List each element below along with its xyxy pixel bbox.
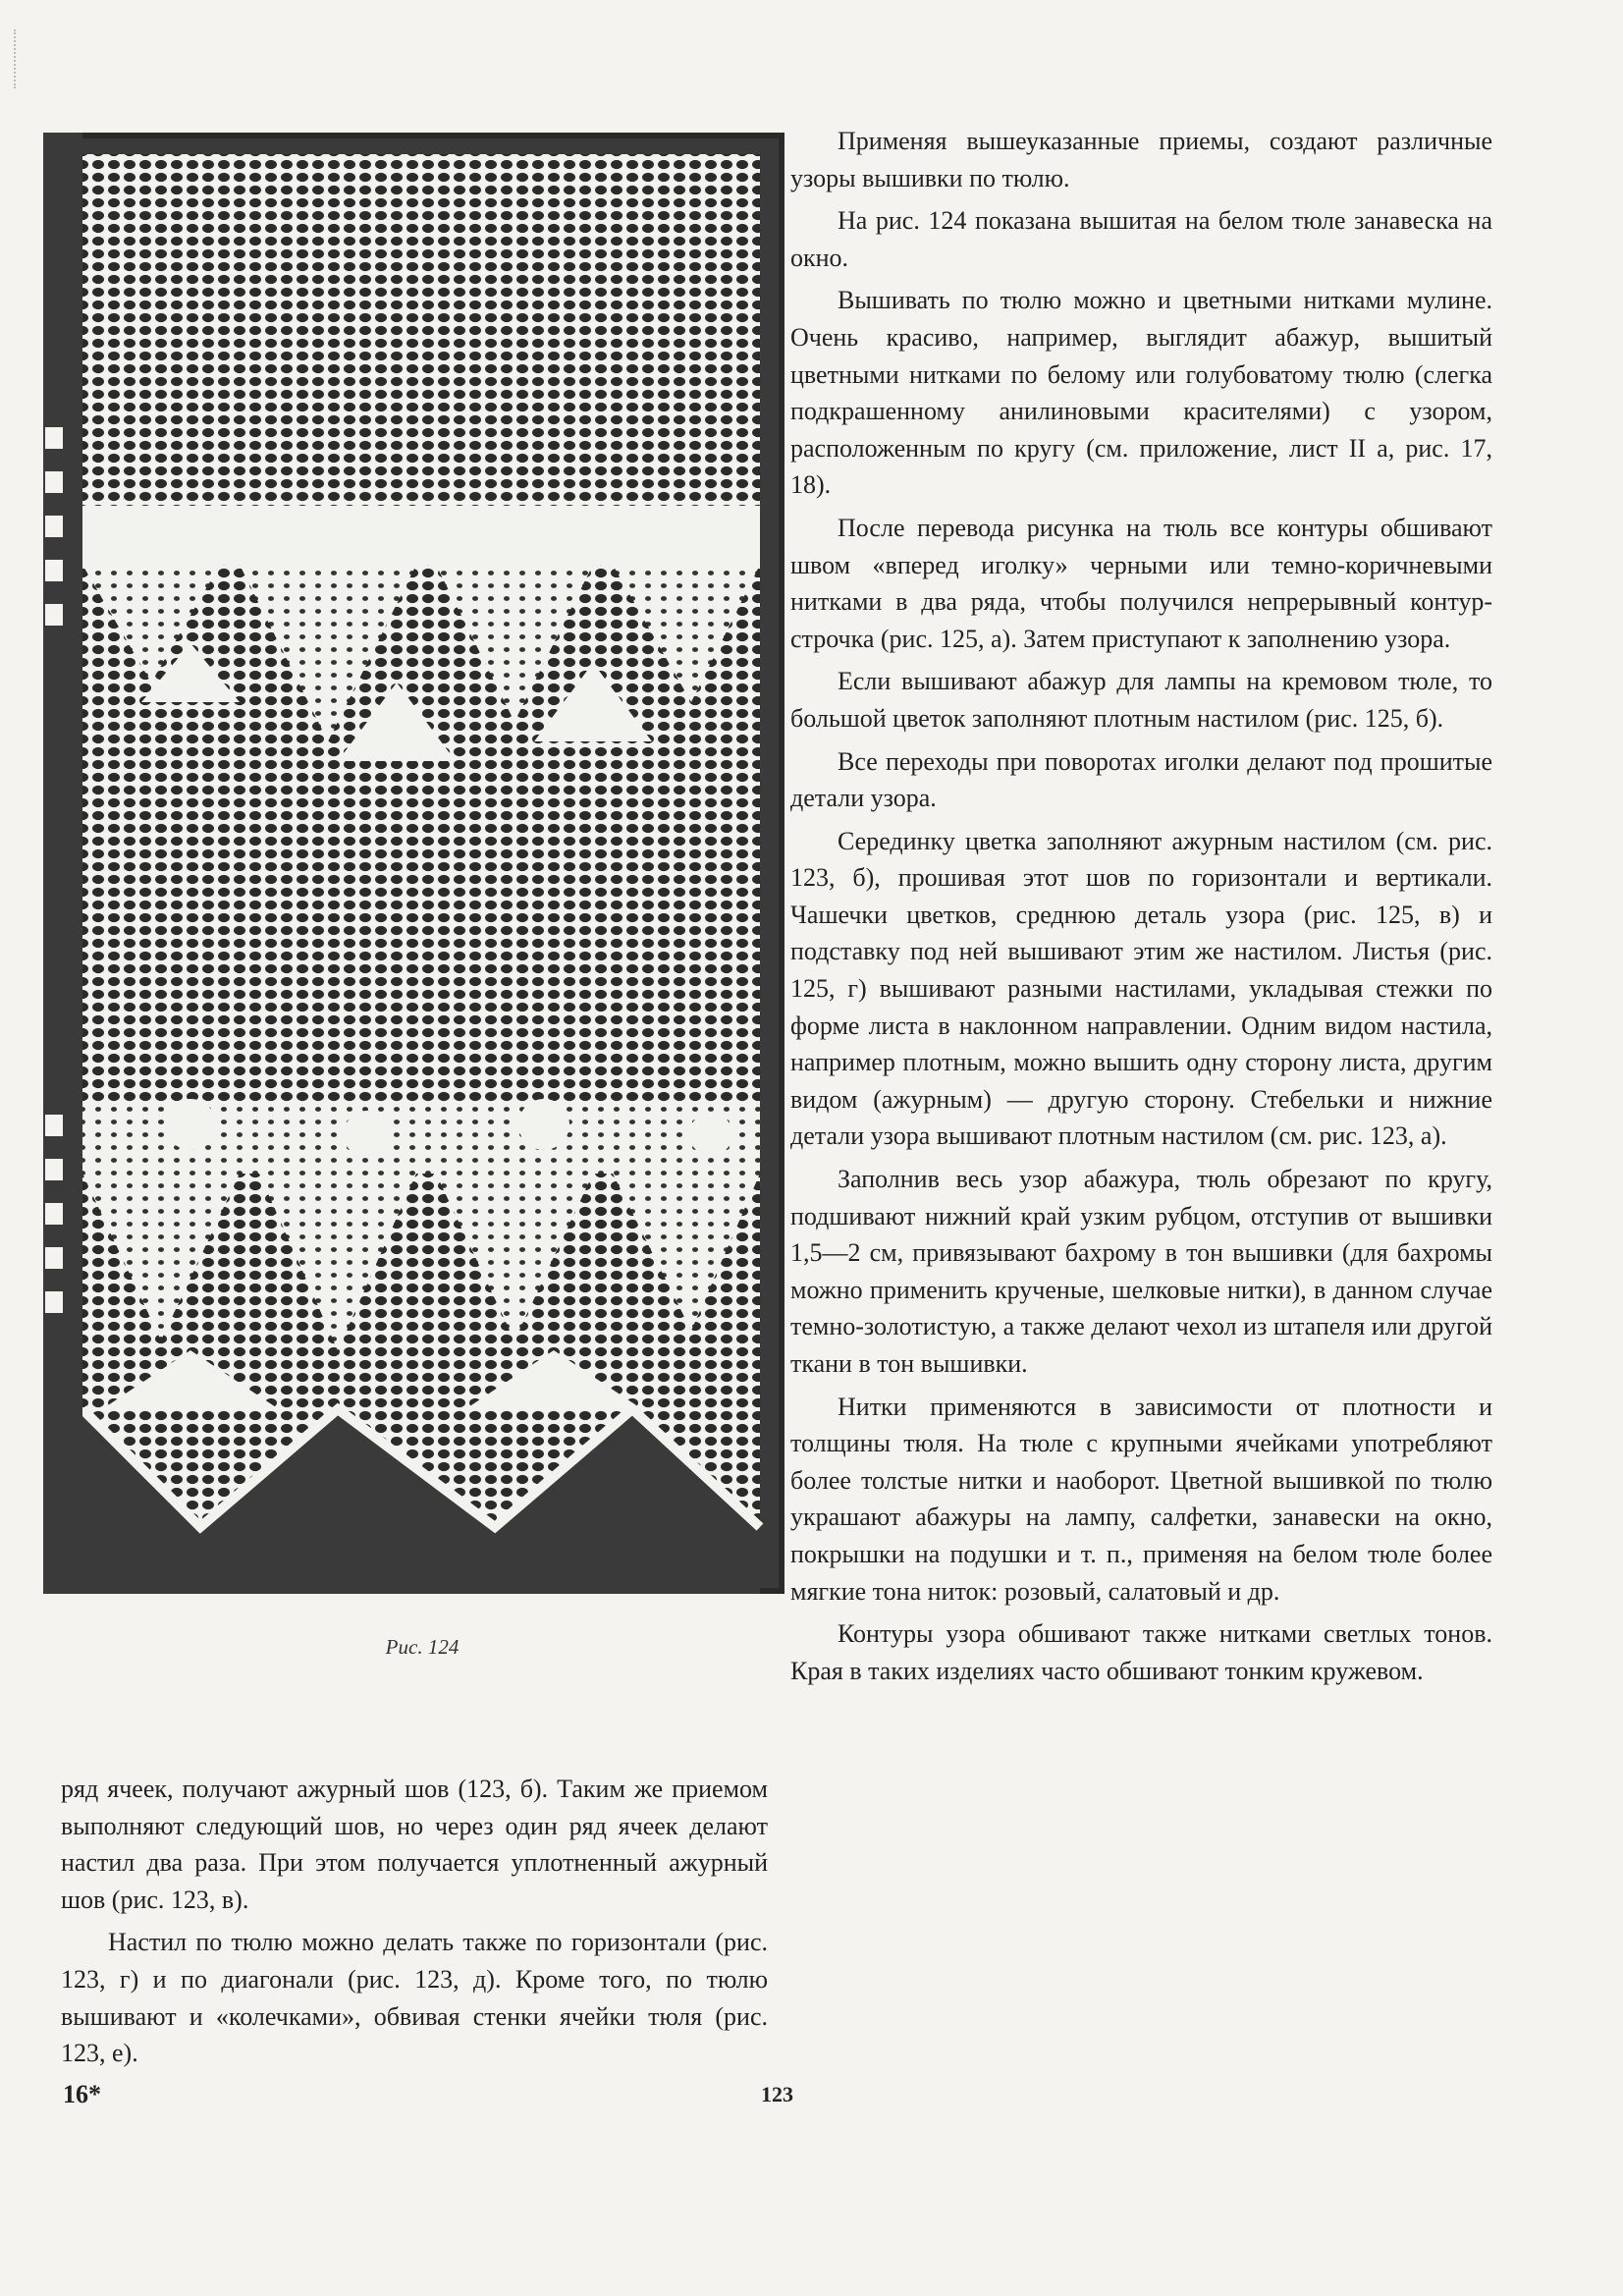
figure-caption: Рис. 124 <box>385 1635 460 1659</box>
film-sprocket <box>45 1203 63 1225</box>
film-sprocket <box>45 1115 63 1136</box>
film-sprocket <box>45 516 63 537</box>
right-text-column <box>790 123 1492 1689</box>
film-sprocket <box>45 1291 63 1313</box>
paragraph: Применяя вышеуказанные приемы, создают различные узоры вышивки по тюлю. <box>790 127 1492 192</box>
paragraph-continuation: ряд ячеек, получают ажурный шов (123, б). Таким же приемом выполняют следующий шов, но через один ряд ячеек делают настил два раза. При этом получается уплотненный ажурный шов (рис. 123, в). <box>61 1775 768 1914</box>
paragraph: Контуры узора обшивают также нитками светлых тонов. Края в таких изделиях часто обшивают тонким кружевом. <box>790 1619 1492 1685</box>
paragraph: Нитки применяются в зависимости от плотности и толщины тюля. На тюле с крупными ячейками употребляют более толстые нитки и наоборот. Цветной вышивкой по тюлю украшают абажуры на лампу, салфетки, занавески на окно, покрышки на подушки и т. п., применяя на белом тюле более мягкие тона ниток: розовый, салатовый и др. <box>790 1392 1492 1606</box>
left-text-column <box>61 1771 768 2072</box>
paragraph: Заполнив весь узор абажура, тюль обрезают по кругу, подшивают нижний край узким рубцом, отступив от вышивки 1,5—2 см, привязывают бахрому в тон вышивки (для бахромы можно применить крученые, шелковые нитки), в данном случае темно-золотистую, а также делают чехол из штапеля или другой ткани в тон вышивки. <box>790 1165 1492 1378</box>
film-sprocket <box>45 560 63 581</box>
lace-pattern-illustration <box>43 133 784 1594</box>
paragraph: После перевода рисунка на тюль все контуры обшивают швом «вперед иголку» черными или темно-коричневыми нитками в два ряда, чтобы получился непрерывный контур-строчка (рис. 125, а). Затем приступают к заполнению узора. <box>790 513 1492 653</box>
film-sprocket <box>45 604 63 626</box>
signature-mark: 16* <box>63 2080 101 2108</box>
scan-edge-mark <box>14 29 18 88</box>
film-sprocket <box>45 1247 63 1269</box>
paragraph: Серединку цветка заполняют ажурным настилом (см. рис. 123, б), прошивая этот шов по горизонтали и вертикали. Чашечки цветков, среднюю деталь узора (рис. 125, в) и подставку под ней вышивают этим же настилом. Листья (рис. 125, г) вышивают разными настилами, укладывая стежки по форме листа в наклонном направлении. Одним видом настила, например плотным, можно вышить одну сторону листа, другим видом (ажурным) — другую сторону. Стебельки и нижние детали узора вышивают плотным настилом (см. рис. 123, а). <box>790 826 1492 1151</box>
paragraph: Если вышивают абажур для лампы на кремовом тюле, то большой цветок заполняют плотным настилом (рис. 125, б). <box>790 667 1492 733</box>
film-sprocket <box>45 471 63 493</box>
film-sprocket <box>45 427 63 449</box>
paragraph: На рис. 124 показана вышитая на белом тюле занавеска на окно. <box>790 206 1492 272</box>
paragraph: Настил по тюлю можно делать также по горизонтали (рис. 123, г) и по диагонали (рис. 123, д). Кроме того, по тюлю вышивают и «колечками», обвивая стенки ячейки тюля (рис. 123, е). <box>61 1928 768 2068</box>
film-sprocket <box>45 1159 63 1180</box>
paragraph: Все переходы при поворотах иголки делают под прошитые детали узора. <box>790 746 1492 813</box>
page-number: 123 <box>761 2082 793 2106</box>
figure-124-embroidered-curtain <box>43 133 784 1594</box>
paragraph: Вышивать по тюлю можно и цветными нитками мулине. Очень красиво, например, выглядит абажур, вышитый цветными нитками по белому или голубоватому тюлю (слегка подкрашенному анилиновыми красителями) с узором, расположенным по кругу (см. приложение, лист II а, рис. 17, 18). <box>790 286 1492 500</box>
